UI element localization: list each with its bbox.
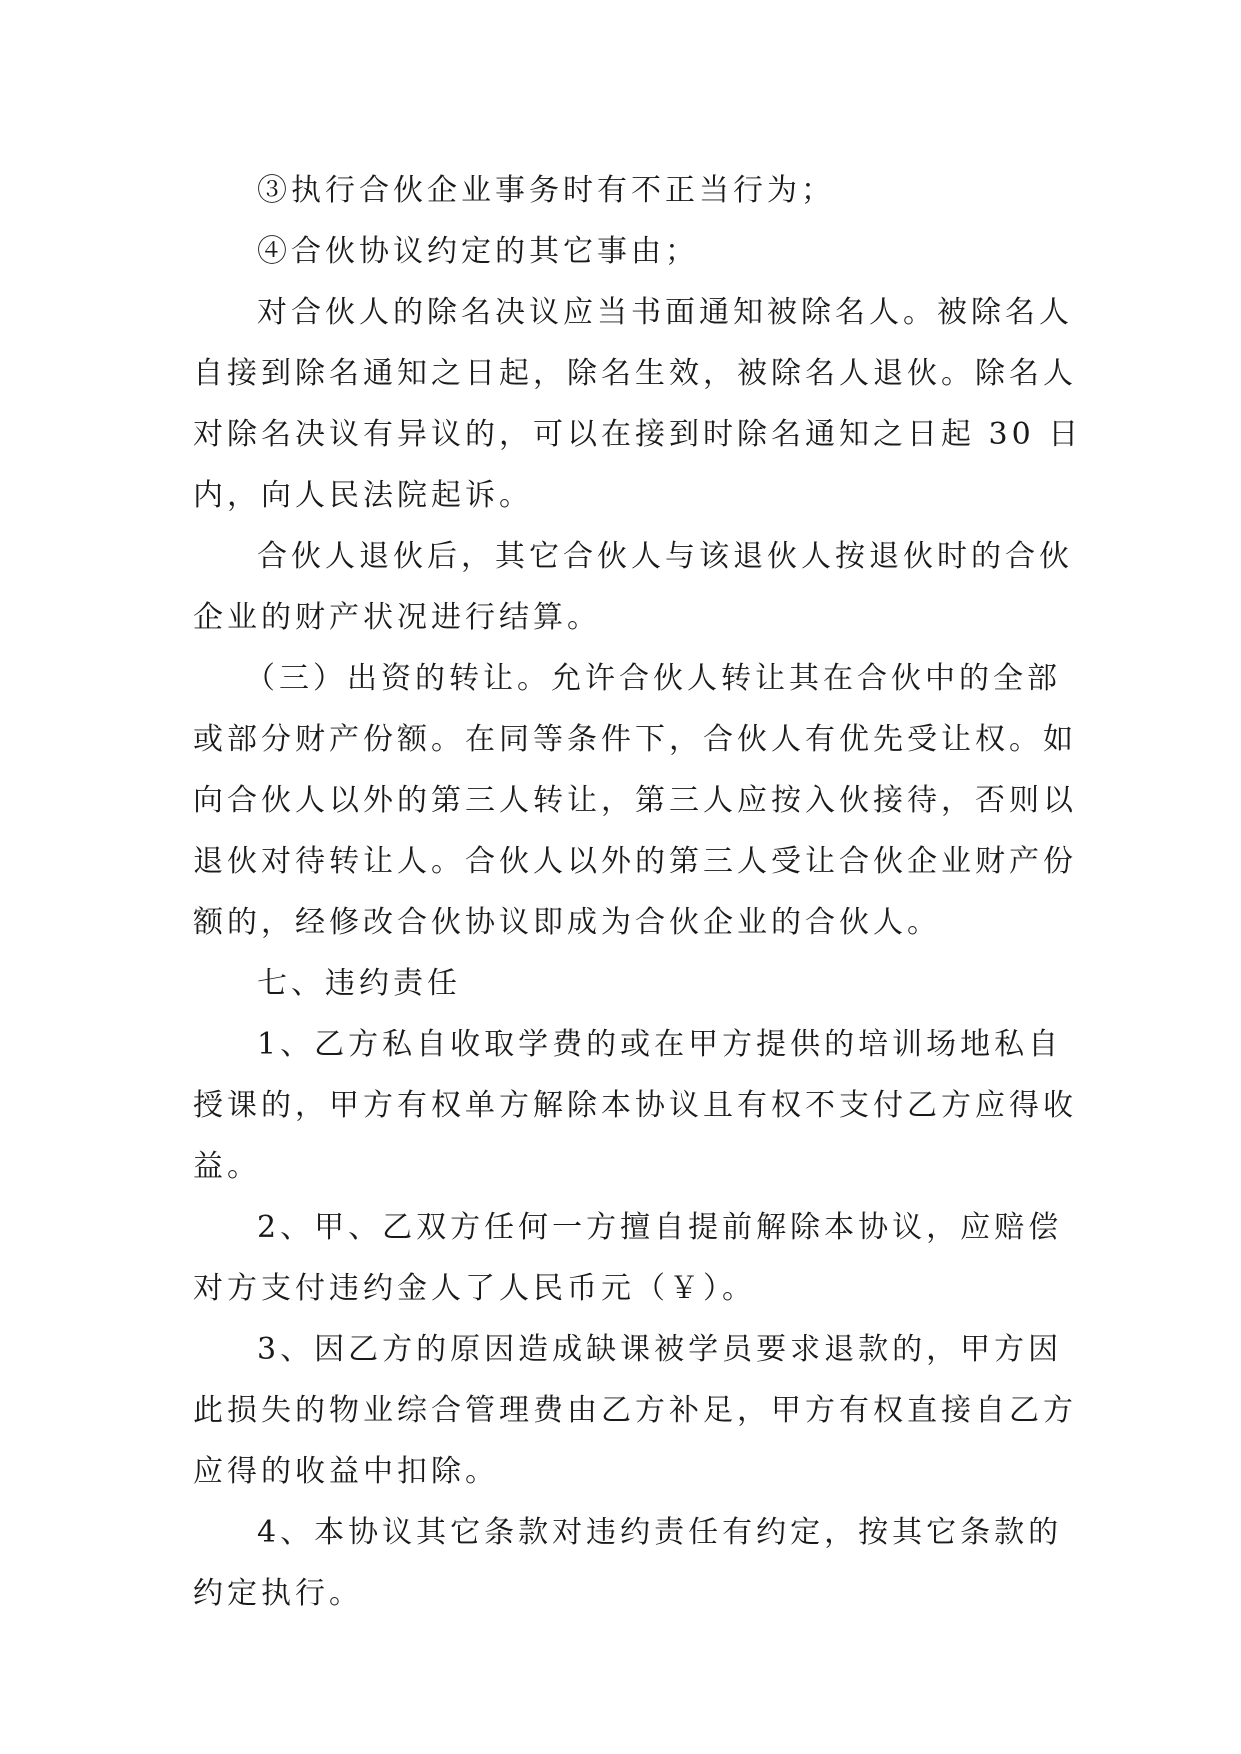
section-heading-breach-liability (193, 953, 1053, 1014)
document-page (193, 160, 1083, 1624)
paragraph-line: ③执行合伙企业事务时有不正当行为； (257, 173, 835, 208)
section-heading: 七、违约责任 (257, 966, 461, 1001)
paragraph-line: 应得的收益中扣除。 (193, 1454, 499, 1489)
paragraph-line: 3、因乙方的原因造成缺课被学员要求退款的，甲方因 (257, 1332, 1063, 1367)
paragraph-line: 向合伙人以外的第三人转让，第三人应按入伙接待，否则以 (193, 783, 1077, 818)
paragraph-line: 或部分财产份额。在同等条件下，合伙人有优先受让权。如 (193, 722, 1077, 757)
paragraph-line: 退伙对待转让人。合伙人以外的第三人受让合伙企业财产份 (193, 844, 1077, 879)
paragraph-other-reasons (193, 221, 1053, 282)
paragraph-line: 益。 (193, 1149, 261, 1184)
paragraph-line: 对方支付违约金人了人民币元（￥）。 (193, 1271, 756, 1306)
paragraph-line: 授课的，甲方有权单方解除本协议且有权不支付乙方应得收 (193, 1088, 1077, 1123)
paragraph-line: 1、乙方私自收取学费的或在甲方提供的培训场地私自 (257, 1027, 1063, 1062)
paragraph-clause-1 (193, 1014, 1077, 1197)
paragraph-line: 企业的财产状况进行结算。 (193, 600, 601, 635)
paragraph-line: 内，向人民法院起诉。 (193, 478, 533, 513)
paragraph-line: 合伙人退伙后，其它合伙人与该退伙人按退伙时的合伙 (257, 539, 1073, 574)
paragraph-line: ④合伙协议约定的其它事由； (257, 234, 699, 269)
paragraph-expulsion-notice (193, 282, 1083, 526)
paragraph-line: 对除名决议有异议的，可以在接到时除名通知之日起 30 日 (193, 417, 1083, 452)
paragraph-line: 额的，经修改合伙协议即成为合伙企业的合伙人。 (193, 905, 941, 940)
paragraph-settlement (193, 526, 1073, 648)
paragraph-line: 此损失的物业综合管理费由乙方补足，甲方有权直接自乙方 (193, 1393, 1077, 1428)
paragraph-line: 自接到除名通知之日起，除名生效，被除名人退伙。除名人 (193, 356, 1077, 391)
paragraph-misconduct (193, 160, 1053, 221)
paragraph-line: 4、本协议其它条款对违约责任有约定，按其它条款的 (257, 1515, 1063, 1550)
paragraph-clause-4 (193, 1502, 1063, 1624)
paragraph-line: 约定执行。 (193, 1576, 363, 1611)
paragraph-capital-transfer (193, 648, 1077, 953)
paragraph-clause-3 (193, 1319, 1077, 1502)
paragraph-line: 对合伙人的除名决议应当书面通知被除名人。被除名人 (257, 295, 1073, 330)
paragraph-line: （三）出资的转让。允许合伙人转让其在合伙中的全部 (245, 661, 1061, 696)
paragraph-line: 2、甲、乙双方任何一方擅自提前解除本协议，应赔偿 (257, 1210, 1063, 1245)
paragraph-clause-2 (193, 1197, 1063, 1319)
